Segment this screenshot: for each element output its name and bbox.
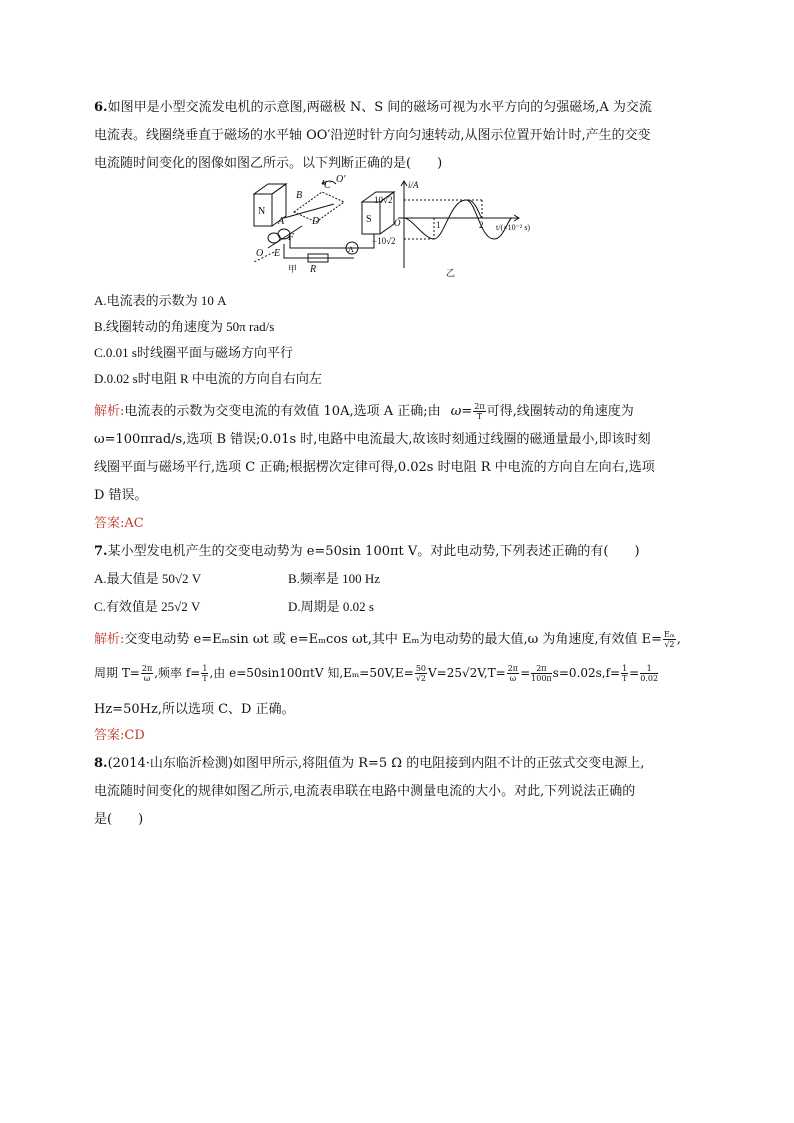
q6-analysis-label: 解析: (94, 404, 125, 419)
q6-analysis-text1a: 电流表的示数为交变电流的有效值 10A,选项 A 正确;由 (124, 404, 441, 419)
q7-analysis-line1 (94, 628, 681, 649)
q7-an2a: 周期 T= (94, 666, 140, 680)
q6-answer: 答案:AC (94, 516, 144, 531)
q6-option-d: D.0.02 s时电阻 R 中电流的方向自右向左 (94, 371, 322, 386)
q7-number: 7. (94, 544, 108, 559)
q7-an2g: = (629, 666, 640, 680)
q6-omega-eq: ω= (450, 404, 473, 419)
graph-ymax: 10√2 (374, 195, 393, 205)
fig-yi-label: 乙 (446, 268, 456, 278)
graph-ymin: −10√2 (372, 236, 396, 246)
q8-stem-line1 (94, 752, 644, 771)
q6-analysis-line1 (94, 400, 634, 421)
q7-frac-7: $\frac{1}{0.02}$ (640, 664, 659, 683)
q6-stem-line2: 电流表。线圈绕垂直于磁场的水平轴 OO′沿逆时针方向匀速转动,从图示位置开始计时,产生的交变 (94, 128, 651, 143)
q7-an2b: ,频率 f= (154, 666, 201, 680)
graph-tick-1: 1 (436, 220, 441, 230)
graph-ylabel: i/A (408, 180, 419, 190)
q6-stem-line1 (94, 96, 652, 115)
q7-frac-4: $\frac{2\pi}{\omega}$ (507, 664, 519, 683)
q7-stem (94, 540, 640, 559)
graph-tick-2: 2 (479, 220, 484, 230)
q6-analysis-line4: D 错误。 (94, 488, 148, 503)
q6-stem-line3: 电流随时间变化的图像如图乙所示。以下判断正确的是( ) (94, 156, 443, 171)
q7-an2c: ,由 e=50sin100πtV 知,Eₘ=50V,E= (209, 666, 414, 680)
q8-stem-line2: 电流随时间变化的规律如图乙所示,电流表串联在电路中测量电流的大小。对此,下列说法正确的 (94, 784, 636, 799)
q6-frac-2pi-T: $\frac{2\pi}{T}$ (474, 402, 485, 421)
q7-option-c: C.有效值是 25√2 V (94, 599, 201, 614)
q7-frac-6: $\frac{1}{T}$ (621, 664, 628, 683)
q7-option-b: B.频率是 100 Hz (288, 571, 381, 586)
q7-an2f: s=0.02s,f= (552, 666, 621, 680)
q7-an2e: = (520, 666, 531, 680)
graph-origin: O (394, 218, 401, 228)
q6-analysis-text1c: 可得,线圈转动的角速度为 (486, 404, 634, 419)
label-R: R (310, 264, 317, 275)
label-A-coil: A (278, 216, 285, 227)
current-time-graph (372, 178, 552, 278)
graph-xlabel: t/(×10⁻² s) (496, 223, 531, 232)
q8-stem-line3: 是( ) (94, 812, 144, 827)
q8-number: 8. (94, 756, 108, 771)
q8-stem-text1: (2014·山东临沂检测)如图甲所示,将阻值为 R=5 Ω 的电阻接到内阻不计的正弦式交变电源上, (107, 756, 645, 771)
q6-analysis-line2: ω=100πrad/s,选项 B 错误;0.01s 时,电路中电流最大,故该时刻通过线圈的磁通量最小,即该时刻 (94, 432, 651, 447)
q7-analysis-text1: 交变电动势 e=Eₘsin ωt 或 e=Eₘcos ωt,其中 Eₘ为电动势的最大值,ω 为角速度,有效值 E= (124, 632, 663, 647)
fig-jia-label: 甲 (288, 265, 298, 275)
label-D: D (312, 216, 320, 227)
q7-frac-2: $\frac{1}{T}$ (202, 664, 208, 683)
q7-answer: 答案:CD (94, 728, 145, 743)
label-ammeter: A (348, 245, 354, 254)
q6-number: 6. (94, 100, 108, 115)
label-B: B (296, 190, 303, 201)
q7-analysis-label: 解析: (94, 632, 125, 647)
q7-analysis-line2 (94, 664, 659, 683)
q6-option-a: A.电流表的示数为 10 A (94, 293, 227, 308)
q7-analysis-line3: Hz=50Hz,所以选项 C、D 正确。 (94, 702, 295, 717)
q7-stem-text: 某小型发电机产生的交变电动势为 e=50sin 100πt V。对此电动势,下列表述正确的有( ) (107, 544, 640, 559)
label-E: E (274, 248, 281, 259)
q7-option-a: A.最大值是 50√2 V (94, 571, 202, 586)
q7-analysis-end1: , (676, 632, 681, 647)
label-O: O (256, 248, 264, 259)
label-F: F (288, 232, 295, 243)
q6-option-c: C.0.01 s时线圈平面与磁场方向平行 (94, 345, 293, 360)
q7-frac-5: $\frac{2\pi}{100\pi}$ (531, 664, 552, 683)
q7-an2d: V=25√2V,T= (428, 666, 506, 680)
q7-frac-Em-sqrt2: $\frac{\text{Eₘ}}{√2}$ (664, 630, 675, 649)
q6-stem-text1: 如图甲是小型交流发电机的示意图,两磁极 N、S 间的磁场可视为水平方向的匀强磁场,A 为交流 (107, 100, 652, 115)
label-N: N (258, 206, 266, 217)
label-C: C (324, 180, 331, 191)
q7-option-d: D.周期是 0.02 s (288, 599, 374, 614)
label-Oprime: O′ (336, 174, 346, 185)
label-S: S (366, 214, 372, 225)
q6-option-b: B.线圈转动的角速度为 50π rad/s (94, 319, 275, 334)
q7-frac-3: $\frac{50}{√2}$ (415, 664, 426, 683)
q6-analysis-line3: 线圈平面与磁场平行,选项 C 正确;根据楞次定律可得,0.02s 时电阻 R 中电流的方向自左向右,选项 (94, 460, 655, 475)
q7-frac-1: $\frac{2\pi}{\omega}$ (141, 664, 153, 683)
